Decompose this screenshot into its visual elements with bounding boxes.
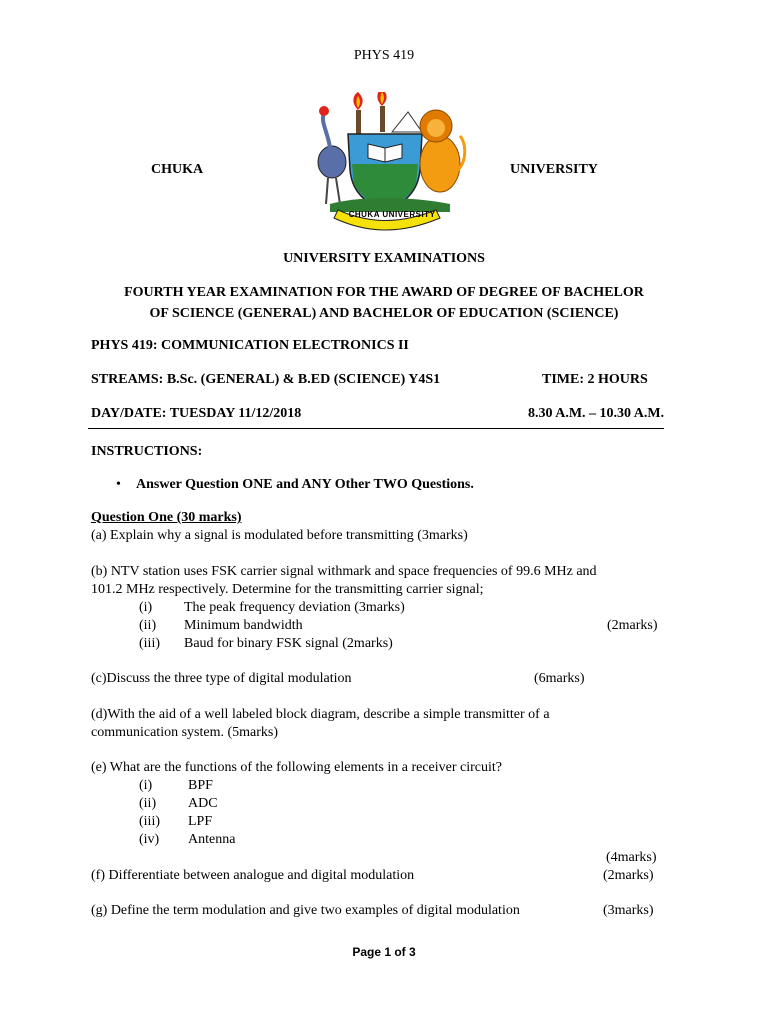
instruction-text: Answer Question ONE and ANY Other TWO Questions.: [136, 477, 474, 492]
question-g: (g) Define the term modulation and give two examples of digital modulation: [91, 903, 520, 918]
university-crest-logo: [300, 92, 470, 232]
instruction-bullet: •: [116, 477, 121, 492]
question-b-line-1: (b) NTV station uses FSK carrier signal withmark and space frequencies of 99.6 MHz and: [91, 564, 597, 579]
question-b-line-2: 101.2 MHz respectively. Determine for the transmitting carrier signal;: [91, 582, 484, 597]
university-name-left: CHUKA: [151, 162, 204, 177]
exam-date: DAY/DATE: TUESDAY 11/12/2018: [91, 406, 302, 421]
list-item-number: (iii): [139, 636, 160, 651]
exam-hours: 8.30 A.M. – 10.30 A.M.: [528, 406, 665, 421]
list-item-number: (i): [139, 600, 153, 615]
instructions-heading: INSTRUCTIONS:: [91, 444, 203, 459]
question-d-line-1: (d)With the aid of a well labeled block diagram, describe a simple transmitter of a: [91, 707, 550, 722]
question-d-line-2: communication system. (5marks): [91, 725, 279, 740]
course-title: PHYS 419: COMMUNICATION ELECTRONICS II: [91, 338, 409, 353]
question-f-marks: (2marks): [603, 868, 654, 883]
list-item-number: (iii): [139, 814, 160, 829]
page-number: Page 1 of 3: [352, 945, 416, 959]
list-item-text: The peak frequency deviation (3marks): [184, 600, 405, 615]
course-code-header: PHYS 419: [353, 48, 415, 63]
question-e: (e) What are the functions of the following elements in a receiver circuit?: [91, 760, 503, 775]
question-g-marks: (3marks): [603, 903, 654, 918]
exam-duration: TIME: 2 HOURS: [542, 372, 648, 387]
list-item-number: (ii): [139, 618, 157, 633]
question-a: (a) Explain why a signal is modulated before transmitting (3marks): [91, 528, 468, 543]
question-one-heading: Question One (30 marks): [91, 510, 242, 525]
list-item-text: ADC: [188, 796, 218, 811]
list-item-number: (iv): [139, 832, 160, 847]
list-item-text: Baud for binary FSK signal (2marks): [184, 636, 393, 651]
list-item-marks: (2marks): [607, 618, 658, 633]
crest-ribbon-text: CHUKA UNIVERSITY: [348, 210, 436, 219]
exam-title: UNIVERSITY EXAMINATIONS: [283, 251, 485, 266]
list-item-number: (ii): [139, 796, 157, 811]
list-item-text: Antenna: [188, 832, 236, 847]
question-c: (c)Discuss the three type of digital modulation: [91, 671, 352, 686]
question-e-marks: (4marks): [606, 850, 657, 865]
header-divider: [88, 428, 664, 429]
list-item-text: LPF: [188, 814, 213, 829]
question-f: (f) Differentiate between analogue and digital modulation: [91, 868, 415, 883]
list-item-text: Minimum bandwidth: [184, 618, 303, 633]
award-line-1: FOURTH YEAR EXAMINATION FOR THE AWARD OF DEGREE OF BACHELOR: [124, 285, 644, 300]
streams: STREAMS: B.Sc. (GENERAL) & B.ED (SCIENCE) Y4S1: [91, 372, 441, 387]
list-item-text: BPF: [188, 778, 213, 793]
award-line-2: OF SCIENCE (GENERAL) AND BACHELOR OF EDUCATION (SCIENCE): [149, 306, 619, 321]
list-item-number: (i): [139, 778, 153, 793]
university-name-right: UNIVERSITY: [510, 162, 598, 177]
question-c-marks: (6marks): [534, 671, 585, 686]
